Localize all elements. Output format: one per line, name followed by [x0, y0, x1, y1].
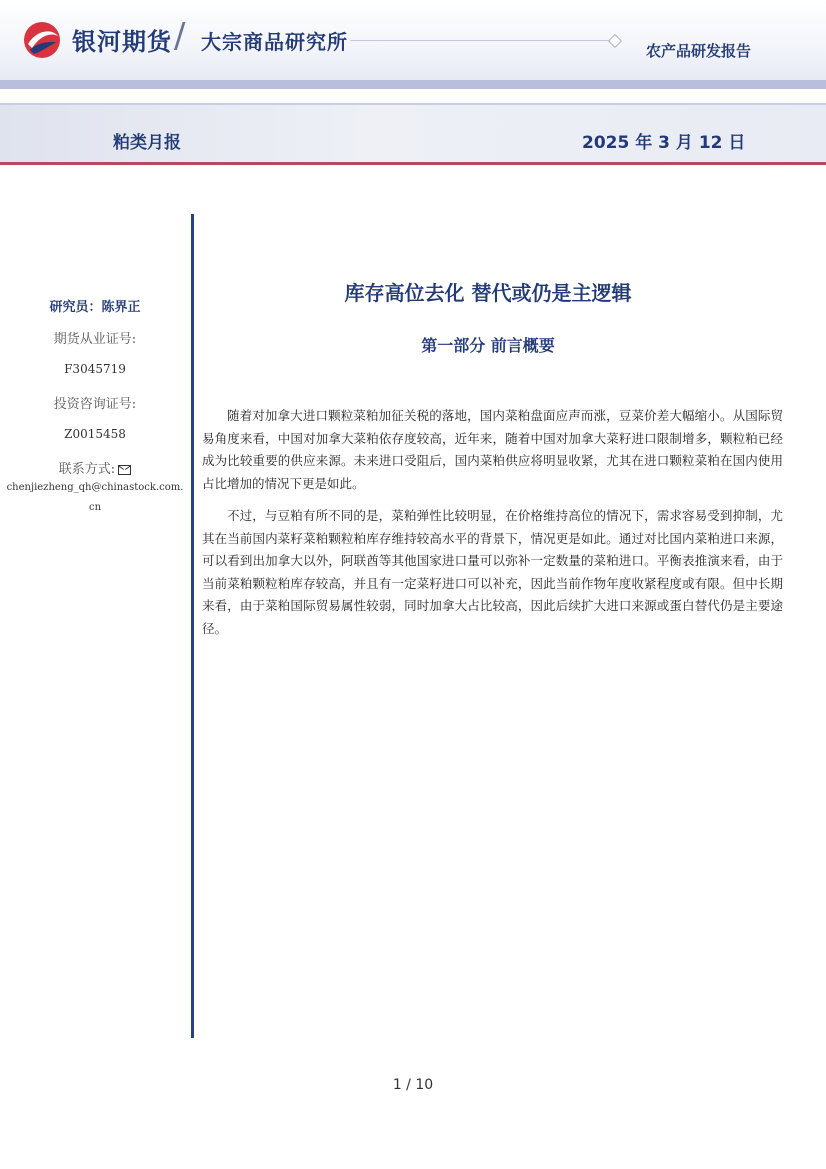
email-line-2: cn [88, 502, 102, 513]
mail-icon [118, 465, 131, 475]
report-type: 农产品研发报告 [646, 42, 752, 60]
page-number: 1 / 10 [392, 1077, 434, 1093]
futures-cert-label: 期货从业证号: [53, 332, 137, 347]
report-title: 库存高位去化 替代或仍是主逻辑 [344, 281, 632, 305]
header-stripe [0, 80, 826, 89]
paragraph-1: 随着对加拿大进口颗粒菜粕加征关税的落地，国内菜粕盘面应声而涨，豆菜价差大幅缩小。从国际贸易角度来看，中国对加拿大菜粕依存度较高，近年来，随着中国对加拿大菜籽进口限制增多，颗粒粕已经成为比较重要的供应来源。未来进口受阻后，国内菜粕供应将明显收紧，尤其在进口颗粒菜粕在国内使用占比增加的情况下更是如此。 [202, 408, 783, 491]
institute-name: 大宗商品研究所 [201, 30, 348, 54]
decorative-line [350, 40, 620, 41]
band-accent-line [0, 162, 826, 165]
section-title: 第一部分 前言概要 [421, 336, 555, 355]
report-date: 2025 年 3 月 12 日 [582, 133, 746, 153]
report-name: 粕类月报 [113, 133, 181, 153]
contact-label: 联系方式: [58, 462, 116, 477]
contact-row [0, 458, 190, 477]
sidebar-divider [191, 214, 194, 1038]
brand-name: 银河期货 [72, 28, 172, 56]
galaxy-futures-logo-icon [22, 20, 62, 60]
futures-cert-number: F3045719 [64, 362, 126, 376]
header-divider: / [174, 16, 186, 56]
paragraph-2: 不过，与豆粕有所不同的是，菜粕弹性比较明显，在价格维持高位的情况下，需求容易受到抑制，尤其在当前国内菜籽菜粕颗粒粕库存维持较高水平的背景下，情况更是如此。通过对比国内菜粕进口来源，可以看到出加拿大以外，阿联酋等其他国家进口量可以弥补一定数量的菜粕进口。平衡表推演来看，由于当前菜粕颗粒粕库存较高，并且有一定菜籽进口可以补充，因此当前作物年度收紧程度或有限。但中长期来看，由于菜粕国际贸易属性较弱，同时加拿大占比较高，因此后续扩大进口来源或蛋白替代仍是主要途径。 [202, 508, 783, 636]
contact-email[interactable] [0, 478, 190, 518]
analyst-name: 研究员：陈界正 [49, 300, 141, 315]
email-line-1: chenjiezheng_qh@chinastock.com. [6, 482, 184, 493]
advisory-cert-number: Z0015458 [64, 427, 126, 441]
advisory-cert-label: 投资咨询证号: [53, 397, 137, 412]
